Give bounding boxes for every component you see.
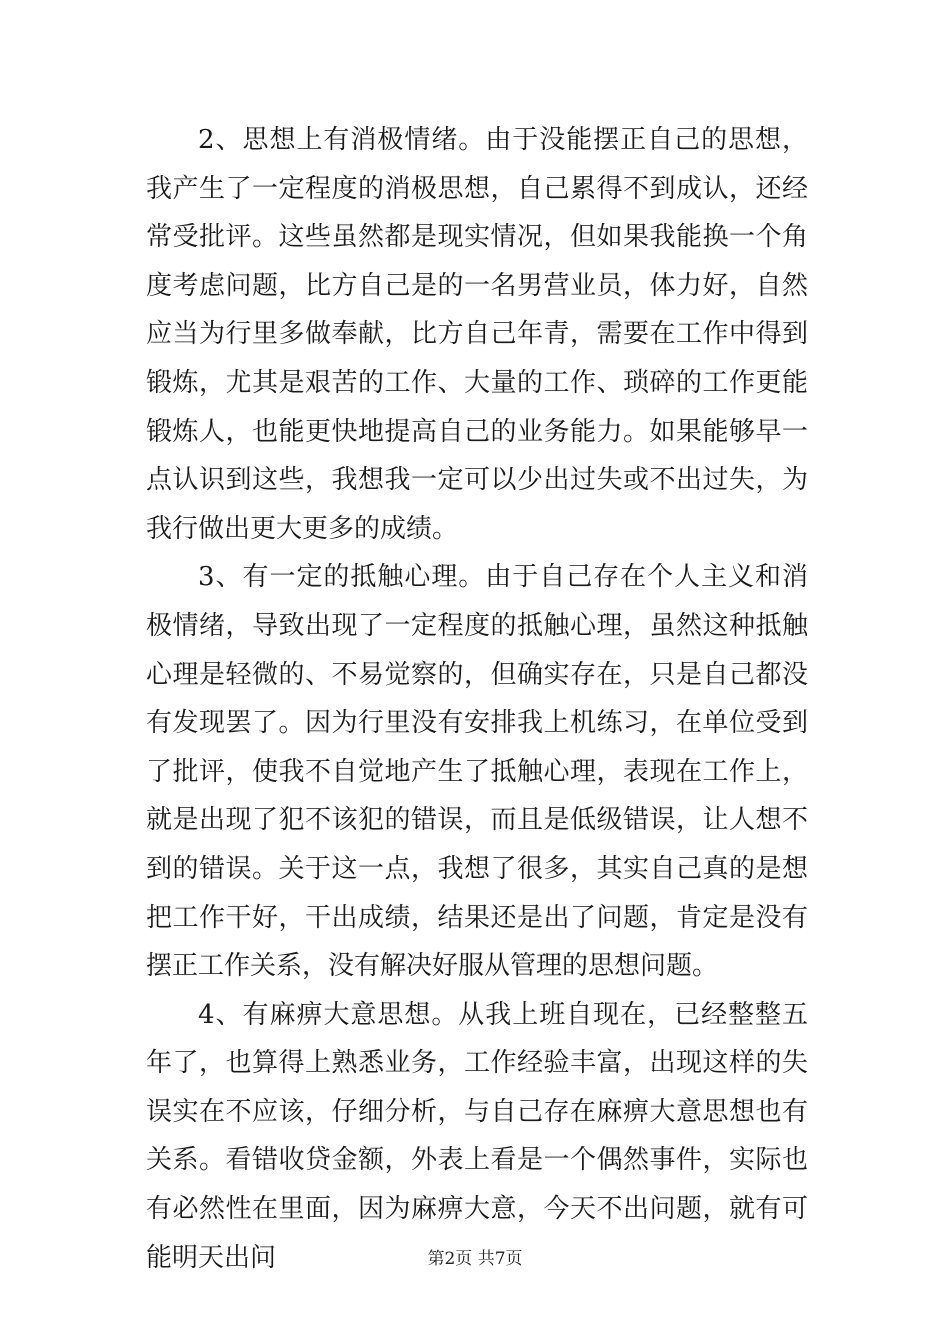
paragraph-3-resistance: 3、有一定的抵触心理。由于自己存在个人主义和消极情绪，导致出现了一定程度的抵触心理，虽然这种抵触心理是轻微的、不易觉察的，但确实存在，只是自己都没有发现罢了。因为行里没有安排我上机练习，在单位受到了批评，使我不自觉地产生了抵触心理，表现在工作上，就是出现了犯不该犯的错误，而且是低级错误，让人想不到的错误。关于这一点，我想了很多，其实自己真的是想把工作干好，干出成绩，结果还是出了问题，肯定是没有摆正工作关系，没有解决好服从管理的思想问题。 (146, 562, 808, 982)
page-number-footer: 第2页 共7页 (427, 1249, 523, 1269)
document-body (146, 116, 808, 1282)
paragraph-2-negative-emotions: 2、思想上有消极情绪。由于没能摆正自己的思想，我产生了一定程度的消极思想，自己累得不到成认，还经常受批评。这些虽然都是现实情况，但如果我能换一个角度考虑问题，比方自己是的一名男营业员，体力好，自然应当为行里多做奉献，比方自己年青，需要在工作中得到锻炼，尤其是艰苦的工作、大量的工作、琐碎的工作更能锻炼人，也能更快地提高自己的业务能力。如果能够早一点认识到这些，我想我一定可以少出过失或不出过失，为我行做出更大更多的成绩。 (146, 125, 808, 544)
paragraph-4-carelessness: 4、有麻痹大意思想。从我上班自现在，已经整整五年了，也算得上熟悉业务，工作经验丰富，出现这样的失误实在不应该，仔细分析，与自己存在麻痹大意思想也有关系。看错收贷金额，外表上看是一个偶然事件，实际也有必然性在里面，因为麻痹大意，今天不出问题，就有可能明天出问 (146, 999, 808, 1273)
